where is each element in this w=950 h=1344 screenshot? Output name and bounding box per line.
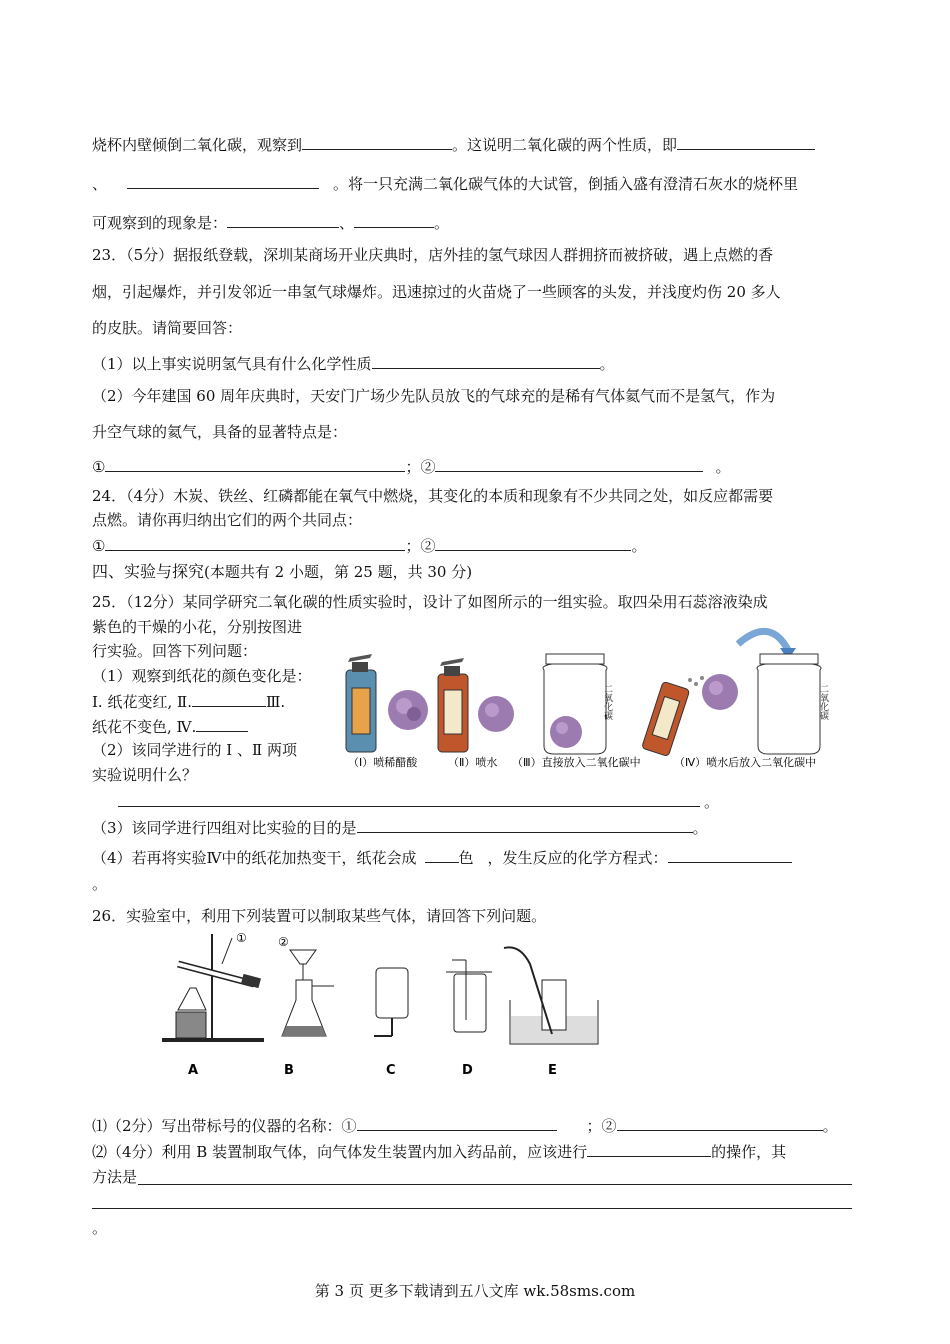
spray-bottle-icon: [438, 658, 468, 752]
q26-sub-1: ⑴（2分）写出带标号的仪器的名称：① ；② 。: [92, 1117, 838, 1135]
caption-1: （Ⅰ）喷稀醋酸: [348, 756, 418, 769]
blank[interactable]: [105, 456, 405, 472]
blank[interactable]: [677, 134, 815, 150]
blank[interactable]: [435, 456, 703, 472]
mark-1: ①: [236, 931, 247, 945]
q23-line-1: 23．（5分）据报纸登载，深圳某商场开业庆典时，店外挂的氢气球因人群拥挤而被挤破，遇上点燃的香: [92, 246, 774, 264]
apparatus-b-icon: [278, 935, 334, 1036]
apparatus-a-icon: [162, 931, 264, 1042]
jar-label-2: 二氧化碳: [819, 684, 829, 720]
apparatus-d-icon: [446, 960, 492, 1032]
q26-sub-2c: 方法是: [92, 1168, 138, 1186]
blank[interactable]: [196, 716, 248, 732]
q25-line-7: （2）该同学进行的 Ⅰ 、Ⅱ 两项: [92, 741, 297, 759]
line-3: 可观察到的现象是： 、 。: [92, 214, 450, 232]
apparatus-e-icon: [504, 947, 598, 1044]
curved-arrow-icon: [738, 631, 788, 650]
label-d: D: [462, 1063, 473, 1078]
blank[interactable]: [227, 212, 339, 228]
blank[interactable]: [617, 1115, 823, 1131]
blank[interactable]: [372, 353, 600, 369]
spray-bottle-icon: [346, 654, 376, 752]
q26-sub-2: ⑵（4分）利用 B 装置制取气体，向气体发生装置内加入药品前，应该进行 的操作，其: [92, 1143, 787, 1161]
label-c: C: [386, 1063, 396, 1078]
line-1: 烧杯内壁倾倒二氧化碳，观察到 。这说明二氧化碳的两个性质，即: [92, 134, 815, 155]
q24-answer-line: ① ；② 。: [92, 537, 647, 555]
q24-line-2: 点燃。请你再归纳出它们的两个共同点：: [92, 511, 363, 529]
label-e: E: [548, 1063, 557, 1078]
blank[interactable]: [668, 847, 792, 863]
q23-sub-1: （1）以上事实说明氢气具有什么化学性质 。: [92, 355, 615, 373]
q23-line-3: 的皮肤。请简要回答：: [92, 319, 243, 337]
q25-line-5: Ⅰ. 纸花变红, Ⅱ. Ⅲ.: [92, 693, 286, 711]
q24-line-1: 24．（4分）木炭、铁丝、红磷都能在氧气中燃烧，其变化的本质和现象有不少共同之处，如反应都需要: [92, 487, 774, 505]
q25-line-2: 紫色的干燥的小花，分别按图进: [92, 618, 303, 636]
q25-sub-4: （4）若再将实验Ⅳ中的纸花加热变干，纸花会成 色 ，发生反应的化学方程式：: [92, 847, 792, 868]
blank[interactable]: [354, 212, 434, 228]
apparatus-figure: [150, 924, 610, 1078]
caption-2: （Ⅱ）喷水: [448, 756, 498, 769]
blank[interactable]: [587, 1141, 711, 1157]
purple-flower-icon: [478, 696, 514, 732]
blank[interactable]: [425, 847, 459, 863]
caption-3: （Ⅲ）直接放入二氧化碳中: [512, 756, 641, 769]
page-footer: 第 3 页 更多下载请到五八文库 wk.58sms.com: [314, 1282, 636, 1300]
spray-bottle-icon: [642, 681, 690, 756]
blank[interactable]: [105, 535, 405, 551]
blank[interactable]: [127, 173, 319, 189]
period: 。: [704, 793, 720, 811]
answer-line[interactable]: [92, 1208, 852, 1209]
label-b: B: [284, 1063, 294, 1078]
purple-flower-icon: [702, 674, 738, 710]
q25-line-3: 行实验。回答下列问题：: [92, 642, 258, 660]
q25-line-8: 实验说明什么？: [92, 766, 198, 784]
answer-line[interactable]: [118, 806, 700, 807]
blank[interactable]: [357, 817, 693, 833]
q25-line-4: （1）观察到纸花的颜色变化是：: [92, 667, 312, 685]
purple-flower-icon: [388, 690, 428, 730]
answer-line[interactable]: [138, 1184, 852, 1185]
jar-label-1: 二氧化碳: [603, 684, 613, 720]
q23-answer-line: ① ；② 。: [92, 458, 731, 476]
gas-jar-icon: [543, 654, 607, 754]
q25-sub-3: （3）该同学进行四组对比实验的目的是 。: [92, 819, 708, 837]
q23-line-2: 烟，引起爆炸，并引发邻近一串氢气球爆炸。迅速掠过的火苗烧了一些顾客的头发，并浅度灼伤 20 多人: [92, 283, 781, 301]
caption-4: （Ⅳ）喷水后放入二氧化碳中: [674, 756, 817, 769]
blank[interactable]: [435, 535, 631, 551]
period: 。: [92, 1219, 108, 1237]
mark-2: ②: [278, 935, 289, 949]
q25-line-1: 25．（12分）某同学研究二氧化碳的性质实验时，设计了如图所示的一组实验。取四朵用石蕊溶液染成: [92, 593, 768, 611]
q25-line-6: 纸花不变色, Ⅳ.: [92, 716, 248, 737]
q26-line: 26．实验室中，利用下列装置可以制取某些气体，请回答下列问题。: [92, 907, 547, 925]
label-a: A: [188, 1063, 199, 1078]
section-4-heading: 四、实验与探究(本题共有 2 小题，第 25 题，共 30 分): [92, 562, 473, 581]
spray-mist-icon: [688, 676, 704, 686]
period: 。: [92, 875, 108, 893]
gas-jar-icon: [757, 654, 821, 754]
blank[interactable]: [302, 134, 452, 150]
flower-experiment-figure: [340, 614, 838, 772]
blank[interactable]: [357, 1115, 557, 1131]
q23-sub-2b: 升空气球的氦气，具备的显著特点是：: [92, 423, 348, 441]
line-2: 、 。将一只充满二氧化碳气体的大试管，倒插入盛有澄清石灰水的烧杯里: [92, 175, 799, 193]
blank[interactable]: [192, 691, 266, 707]
apparatus-c-icon: [374, 968, 408, 1036]
q23-sub-2: （2）今年建国 60 周年庆典时，天安门广场少先队员放飞的气球充的是稀有气体氦气而不是氢气，作为: [92, 387, 776, 405]
